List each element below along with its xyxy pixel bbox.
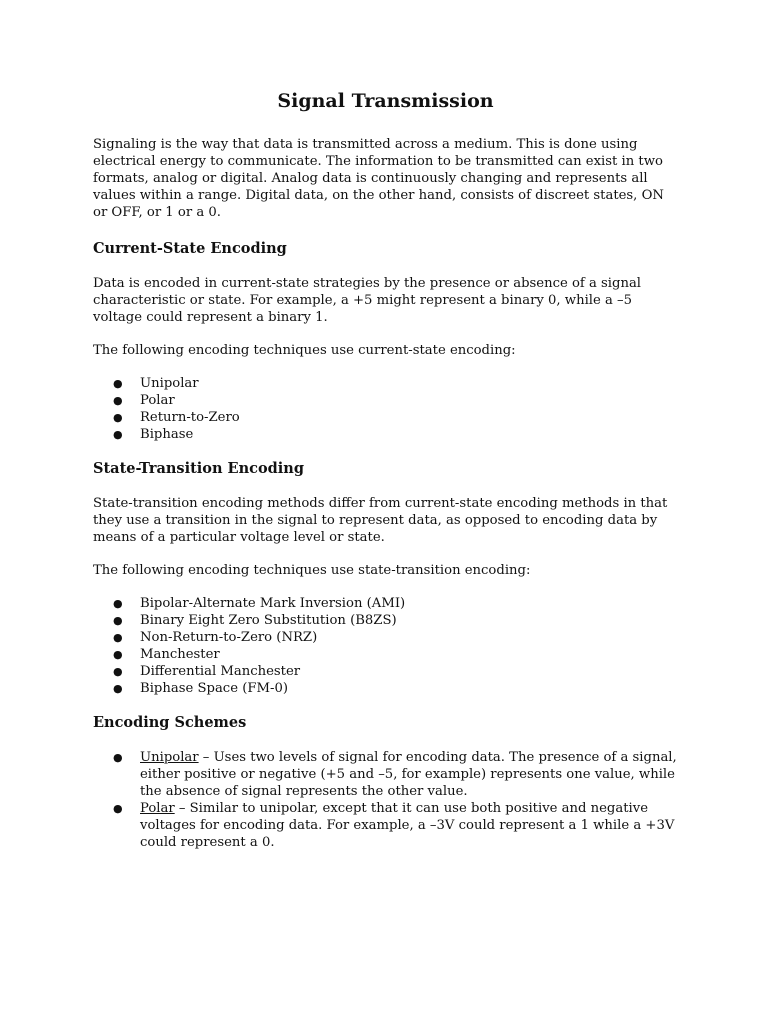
bullet-icon: ● <box>113 377 123 390</box>
spacer <box>93 479 678 495</box>
state-transition-list <box>93 595 678 697</box>
spacer <box>93 443 678 459</box>
bullet-icon: ● <box>113 665 123 678</box>
list-item-label: Binary Eight Zero Substitution (B8ZS) <box>140 613 397 628</box>
list-item-label: Non-Return-to-Zero (NRZ) <box>140 630 318 645</box>
list-item-label: Differential Manchester <box>140 664 301 679</box>
bullet-icon: ● <box>113 631 123 644</box>
encoding-schemes-list <box>93 749 678 851</box>
list-item-label: Return-to-Zero <box>140 410 240 425</box>
spacer <box>93 733 678 749</box>
spacer <box>93 697 678 713</box>
bullet-icon: ● <box>113 411 123 424</box>
list-item-label: Biphase Space (FM-0) <box>140 681 288 696</box>
section-heading-encoding-schemes: Encoding Schemes <box>93 714 247 731</box>
current-state-list <box>93 375 678 443</box>
bullet-icon: ● <box>113 802 123 815</box>
list-item <box>93 409 678 426</box>
scheme-description: – Similar to unipolar, except that it can use both positive and negative voltages for encoding data. For example, a –3V could represent a 1 while a +3V could represent a 0. <box>140 801 675 850</box>
document-page <box>93 86 678 851</box>
bullet-icon: ● <box>113 648 123 661</box>
list-item-label: Biphase <box>140 427 194 442</box>
list-item-label: Polar <box>140 393 175 408</box>
scheme-term: Polar <box>140 801 175 816</box>
section-heading-current-state: Current-State Encoding <box>93 240 287 257</box>
spacer <box>93 546 678 562</box>
list-item <box>93 800 678 851</box>
list-item <box>93 426 678 443</box>
bullet-icon: ● <box>113 751 123 764</box>
spacer <box>93 326 678 342</box>
list-item <box>93 629 678 646</box>
scheme-term: Unipolar <box>140 750 199 765</box>
list-item <box>93 646 678 663</box>
current-state-paragraph: Data is encoded in current-state strategies by the presence or absence of a signal characteristic or state. For example, a +5 might represent a binary 0, while a –5 voltage could represent a binary 1. <box>93 276 642 325</box>
list-item-label: Unipolar <box>140 376 199 391</box>
list-item <box>93 392 678 409</box>
list-item <box>93 749 678 800</box>
section-heading-state-transition: State-Transition Encoding <box>93 460 304 477</box>
state-transition-paragraph: State-transition encoding methods differ from current-state encoding methods in that they use a transition in the signal to represent data, as opposed to encoding data by means of a particular voltage level or state. <box>93 496 668 545</box>
spacer <box>93 359 678 375</box>
bullet-icon: ● <box>113 428 123 441</box>
list-item <box>93 375 678 392</box>
bullet-icon: ● <box>113 682 123 695</box>
list-item-label: Manchester <box>140 647 220 662</box>
list-item <box>93 612 678 629</box>
bullet-icon: ● <box>113 614 123 627</box>
list-item <box>93 663 678 680</box>
spacer <box>93 579 678 595</box>
bullet-icon: ● <box>113 394 123 407</box>
spacer <box>93 259 678 275</box>
current-state-list-intro: The following encoding techniques use current-state encoding: <box>93 343 516 358</box>
bullet-icon: ● <box>113 597 123 610</box>
spacer <box>93 221 678 239</box>
scheme-description: – Uses two levels of signal for encoding data. The presence of a signal, either positive or negative (+5 and –5, for example) represents one value, while the absence of signal represents the other value. <box>140 750 677 799</box>
list-item <box>93 595 678 612</box>
state-transition-list-intro: The following encoding techniques use state-transition encoding: <box>93 563 531 578</box>
intro-paragraph: Signaling is the way that data is transmitted across a medium. This is done using electrical energy to communicate. The information to be transmitted can exist in two formats, analog or digital. Analog data is continuously changing and represents all values within a range. Digital data, on the other hand, consists of discreet states, ON or OFF, or 1 or a 0. <box>93 137 664 220</box>
list-item <box>93 680 678 697</box>
list-item-label: Bipolar-Alternate Mark Inversion (AMI) <box>140 596 406 611</box>
page-title: Signal Transmission <box>277 90 494 112</box>
